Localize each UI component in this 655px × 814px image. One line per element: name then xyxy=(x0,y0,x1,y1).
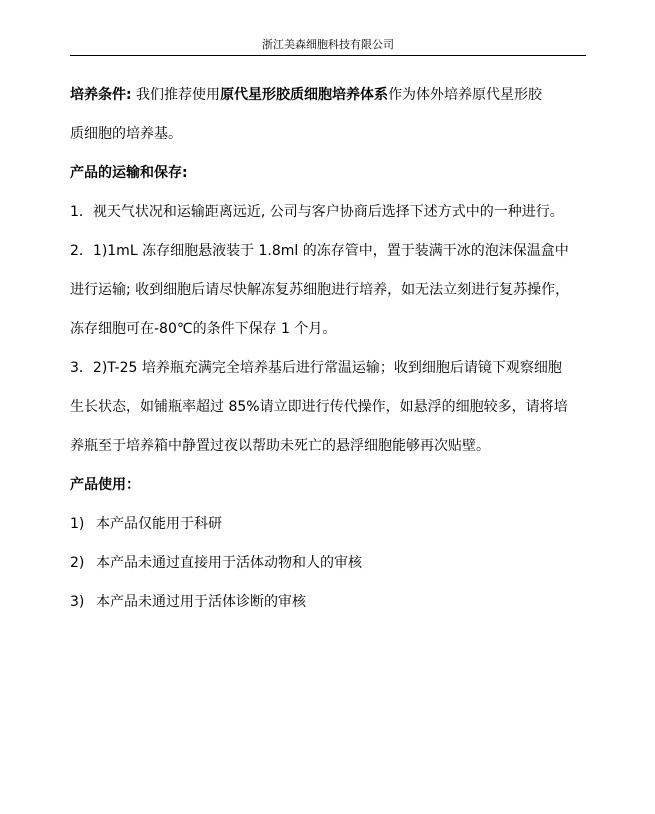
usage-heading: 产品使用： xyxy=(70,477,140,493)
usage-item xyxy=(70,507,586,546)
culture-system-name: 原代星形胶质细胞培养体系 xyxy=(220,87,389,103)
usage-item-number: 2) xyxy=(70,555,85,571)
culture-text-b: 作为体外培养原代星形胶 xyxy=(388,87,543,103)
transport-item-3-line-1: 3．2)T-25 培养瓶充满完全培养基后进行常温运输；收到细胞后请镜下观察细胞 xyxy=(70,360,562,376)
culture-conditions-line xyxy=(70,78,586,117)
page-header: 浙江美森细胞科技有限公司 xyxy=(262,38,394,51)
culture-conditions-line-2: 质细胞的培养基。 xyxy=(70,126,182,142)
usage-item xyxy=(70,546,586,585)
culture-conditions-label: 培养条件: xyxy=(70,87,132,103)
usage-item xyxy=(70,585,586,624)
transport-item-2-line-3: 冻存细胞可在-80℃的条件下保存 1 个月。 xyxy=(70,321,337,337)
usage-item-text: 本产品未通过用于活体诊断的审核 xyxy=(96,594,306,610)
transport-item-2-line-1: 2．1)1mL 冻存细胞悬液装于 1.8ml 的冻存管中，置于装满干冰的泡沫保温盒中 xyxy=(70,243,569,259)
transport-item-3-line-3: 养瓶至于培养箱中静置过夜以帮助未死亡的悬浮细胞能够再次贴壁。 xyxy=(70,438,490,454)
usage-item-text: 本产品仅能用于科研 xyxy=(96,516,222,532)
usage-item-text: 本产品未通过直接用于活体动物和人的审核 xyxy=(96,555,362,571)
usage-item-number: 3) xyxy=(70,594,85,610)
transport-item-1: 1．视天气状况和运输距离远近, 公司与客户协商后选择下述方式中的一种进行。 xyxy=(70,204,564,220)
transport-heading: 产品的运输和保存: xyxy=(70,165,188,181)
document-body xyxy=(70,78,586,624)
culture-text-a: 我们推荐使用 xyxy=(131,87,221,103)
usage-item-number: 1) xyxy=(70,516,85,532)
transport-item-2-line-2: 进行运输; 收到细胞后请尽快解冻复苏细胞进行培养，如无法立刻进行复苏操作， xyxy=(70,282,570,298)
transport-item-3-line-2: 生长状态，如铺瓶率超过 85%请立即进行传代操作，如悬浮的细胞较多，请将培 xyxy=(70,399,568,415)
header-divider xyxy=(70,55,586,56)
